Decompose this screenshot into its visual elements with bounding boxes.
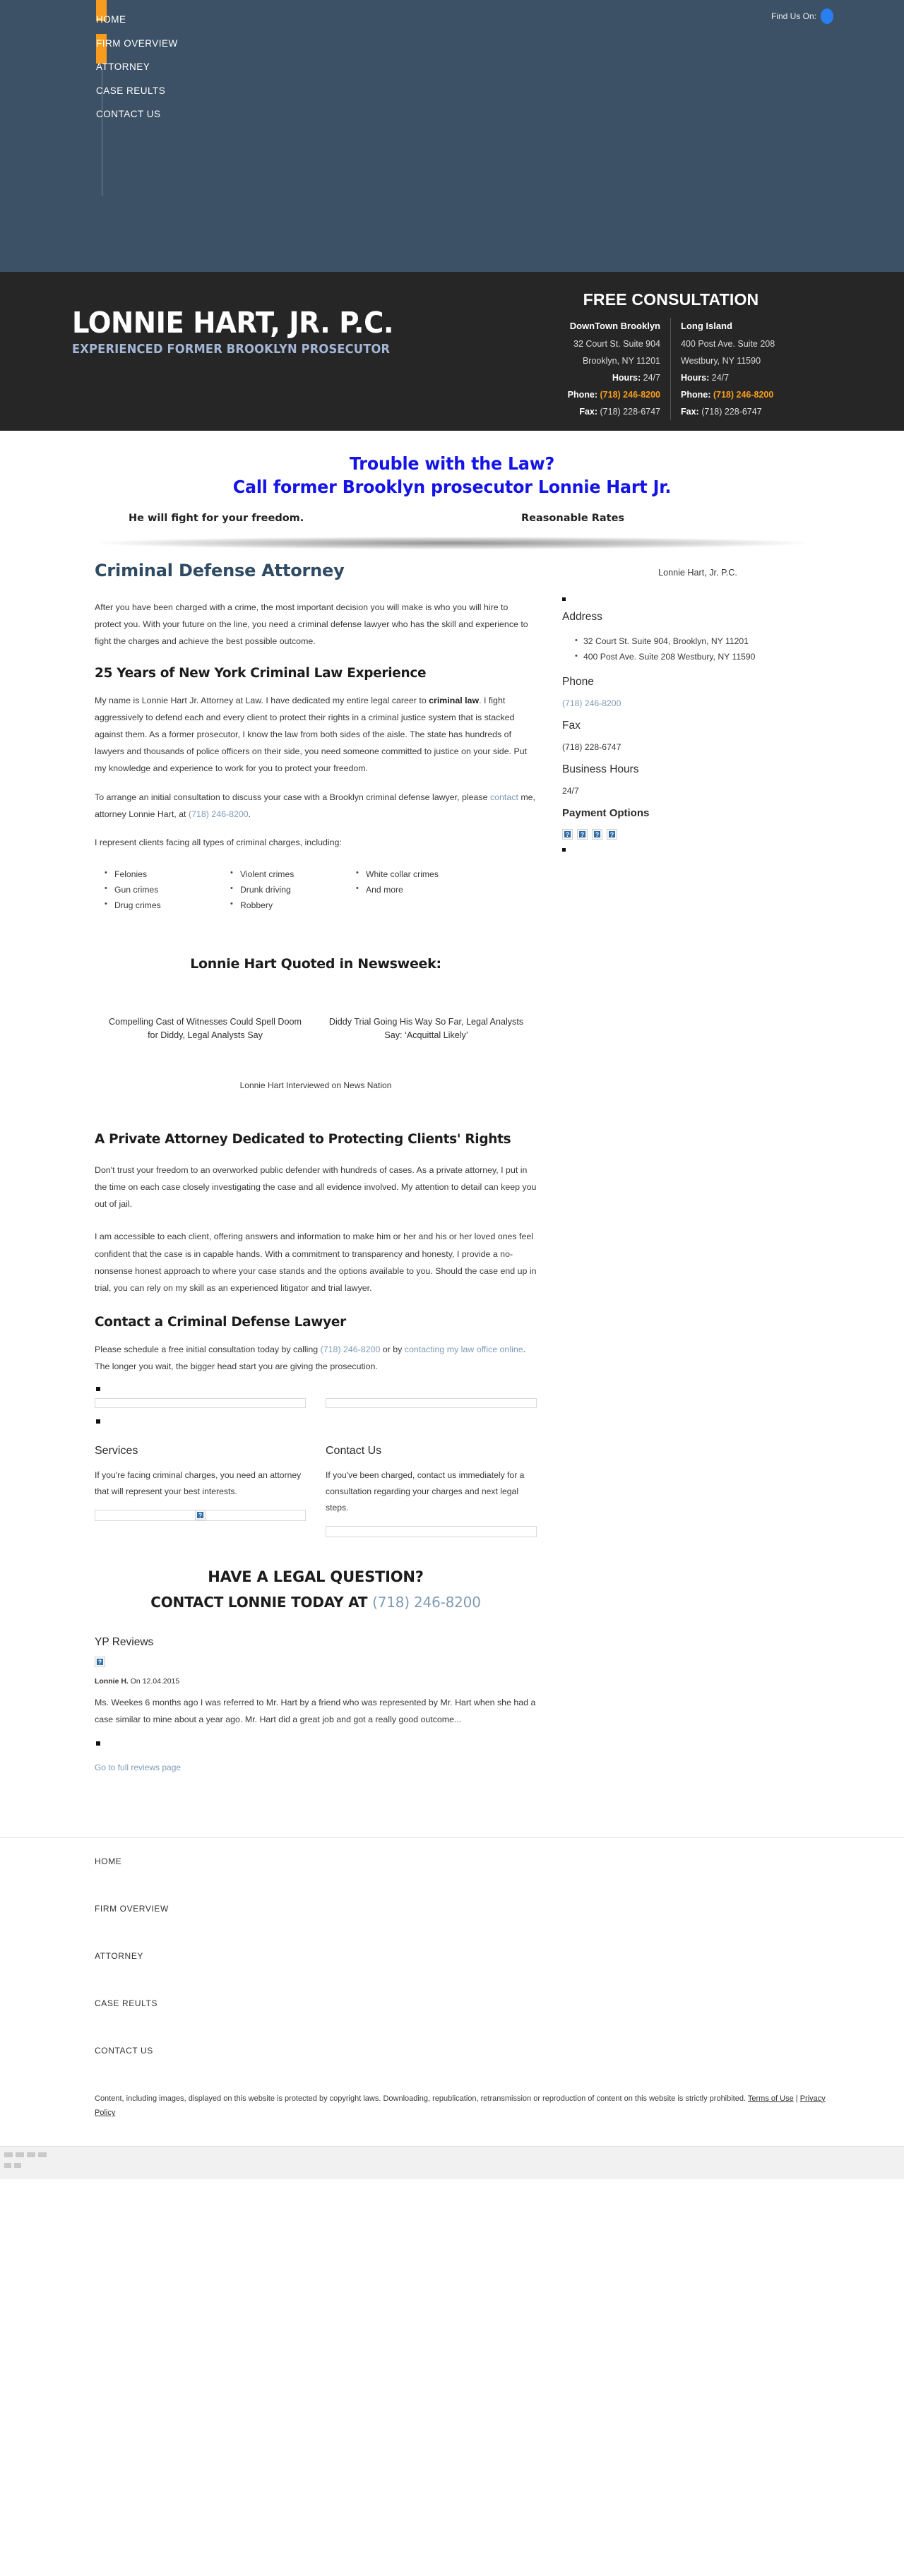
- review-meta: [95, 1677, 537, 1686]
- nav-link-home[interactable]: HOME: [96, 14, 126, 25]
- criminal-law-emphasis: criminal law: [429, 695, 480, 705]
- contact-text-c: . The longer you wait, the bigger head start you are giving the prosecution.: [95, 1344, 526, 1372]
- office-phone-label: Phone:: [681, 389, 711, 400]
- office-phone-link[interactable]: (718) 246-8200: [600, 389, 660, 400]
- nav-item-attorney[interactable]: [96, 61, 150, 73]
- sidebar-fax-heading: Fax: [562, 720, 581, 732]
- newsweek-article-link-2[interactable]: Diddy Trial Going His Way So Far, Legal Analysts Say: ‘Acquittal Likely’: [328, 1016, 524, 1040]
- hero-headline-line1: Trouble with the Law?: [349, 453, 555, 474]
- list-bullet-marker: [96, 1741, 100, 1746]
- hero-headline-line2: Call former Brooklyn prosecutor Lonnie Hart Jr.: [232, 477, 672, 497]
- office-street: 400 Post Ave. Suite 208: [681, 338, 775, 349]
- sidebar-phone-value: [562, 698, 833, 708]
- footer-nav-list: [95, 1838, 833, 2075]
- privacy-policy-link[interactable]: Privacy Policy: [95, 2094, 826, 2118]
- office-city: Brooklyn, NY 11201: [582, 355, 660, 366]
- office-fax-row: [509, 403, 660, 420]
- sidebar-business-name: Lonnie Hart, Jr. P.C.: [658, 568, 737, 578]
- newsweek-links-row: [95, 1015, 537, 1042]
- newsweek-item: [95, 1015, 316, 1042]
- office-hours-label: Hours:: [681, 372, 710, 383]
- legal-question-cta: [95, 1568, 537, 1611]
- nav-link-contact-us[interactable]: CONTACT US: [96, 109, 161, 119]
- footer-link-attorney[interactable]: ATTORNEY: [95, 1951, 144, 1961]
- hero-sub-right: Reasonable Rates: [521, 513, 625, 524]
- nav-item-home[interactable]: [96, 13, 126, 26]
- footer-nav-item-case-results[interactable]: [95, 1980, 833, 2027]
- logo-tagline: EXPERIENCED FORMER BROOKLYN PROSECUTOR: [72, 342, 391, 357]
- contact-lawyer-heading: Contact a Criminal Defense Lawyer: [95, 1315, 346, 1330]
- charge-column-1: [105, 866, 230, 914]
- nav-item-firm-overview[interactable]: [96, 37, 178, 50]
- office-street: 32 Court St. Suite 904: [573, 338, 660, 349]
- sidebar-payment-heading: Payment Options: [562, 807, 650, 820]
- content-wrapper: [71, 549, 833, 1774]
- consult-text-a: To arrange an initial consultation to discuss your case with a Brooklyn criminal defense lawyer, please: [95, 792, 490, 802]
- private-attorney-heading: A Private Attorney Dedicated to Protecting Clients' Rights: [95, 1131, 511, 1147]
- contact-box-footer-bar[interactable]: [326, 1526, 537, 1537]
- copyright-text: Content, including images, displayed on this website is protected by copyright laws. Downloading, republication, retransmission or reproduction of content on this website is strictly prohibited.: [95, 2094, 748, 2103]
- bottom-bar-block: [38, 2152, 47, 2157]
- office-long-island: [671, 318, 833, 420]
- yp-reviews-section: [95, 1636, 537, 1773]
- office-hours-label: Hours:: [612, 372, 641, 383]
- list-item: • Robbery: [230, 898, 356, 913]
- find-us-label: Find Us On:: [771, 11, 816, 21]
- list-item: • 400 Post Ave. Suite 208 Westbury, NY 11590: [575, 649, 833, 664]
- bottom-bar-row-1: [4, 2152, 904, 2157]
- office-phone-link[interactable]: (718) 246-8200: [713, 389, 774, 400]
- sidebar-phone-heading: Phone: [562, 676, 594, 688]
- contact-online-link[interactable]: contacting my law office online: [404, 1344, 523, 1355]
- charge-types-list: [95, 866, 537, 914]
- footer-link-firm-overview[interactable]: FIRM OVERVIEW: [95, 1904, 169, 1914]
- newsweek-heading: Lonnie Hart Quoted in Newsweek:: [190, 955, 441, 972]
- office-fax-label: Fax:: [579, 406, 598, 417]
- experience-heading: 25 Years of New York Criminal Law Experience: [95, 665, 427, 681]
- legal-question-line2: [95, 1594, 537, 1611]
- office-hours-row: [681, 369, 833, 386]
- yp-logo-broken-image-icon: ?: [95, 1657, 105, 1667]
- office-fax-label: Fax:: [681, 406, 699, 417]
- free-consultation-title: FREE CONSULTATION: [583, 290, 759, 309]
- experience-text-a: My name is Lonnie Hart Jr. Attorney at Law. I have dedicated my entire legal career to: [95, 695, 429, 705]
- list-item: • Gun crimes: [105, 882, 230, 898]
- promo-bar-left-wrap: [95, 1398, 306, 1408]
- terms-of-use-link[interactable]: Terms of Use: [747, 2094, 794, 2103]
- bottom-bar-block: [14, 2163, 21, 2168]
- review-date: On 12.04.2015: [130, 1677, 180, 1686]
- legal-question-text: CONTACT LONNIE TODAY AT: [150, 1594, 373, 1611]
- office-brooklyn: [509, 318, 671, 420]
- site-footer: [0, 1837, 904, 2180]
- hero-sub-left: He will fight for your freedom.: [129, 513, 304, 524]
- office-name: Long Island: [681, 321, 732, 331]
- legal-question-line1: HAVE A LEGAL QUESTION?: [208, 1568, 424, 1586]
- bottom-bar-block: [4, 2163, 11, 2168]
- consultation-paragraph: [95, 789, 537, 823]
- services-box-title: Services: [95, 1444, 138, 1457]
- list-item: • White collar crimes: [356, 866, 482, 882]
- sidebar-address-heading: Address: [562, 611, 602, 623]
- services-box-text: If you're facing criminal charges, you need an attorney that will represent your best interests.: [95, 1469, 302, 1496]
- nav-item-contact-us[interactable]: [96, 108, 161, 121]
- office-fax-row: [681, 403, 833, 420]
- sidebar-address-list: [562, 633, 833, 664]
- bottom-status-bar: [0, 2146, 904, 2179]
- promo-bar-left[interactable]: [95, 1398, 306, 1408]
- contact-inline-link[interactable]: contact: [489, 792, 518, 802]
- main-column: [71, 561, 537, 1774]
- nav-link-case-results[interactable]: CASE REULTS: [96, 85, 166, 96]
- office-phone-row: [509, 386, 660, 403]
- full-reviews-link[interactable]: Go to full reviews page: [95, 1762, 182, 1772]
- services-contact-boxes: [95, 1431, 537, 1538]
- footer-nav-item-home[interactable]: [95, 1838, 833, 1885]
- sidebar: [537, 561, 833, 1774]
- office-hours-value: 24/7: [643, 372, 660, 383]
- bottom-bar-block: [4, 2152, 13, 2157]
- hero-shadow-divider: [99, 537, 805, 549]
- contact-text-a: Please schedule a free initial consultation today by calling: [95, 1344, 321, 1355]
- office-fax-value: (718) 228-6747: [600, 406, 660, 417]
- list-item: • And more: [356, 882, 482, 898]
- sidebar-phone-link[interactable]: (718) 246-8200: [562, 698, 622, 709]
- footer-link-case-results[interactable]: CASE REULTS: [95, 1998, 158, 2008]
- hero-section: [0, 431, 904, 549]
- sidebar-hours-heading: Business Hours: [562, 763, 639, 776]
- reviews-title: YP Reviews: [95, 1636, 154, 1649]
- review-author: Lonnie H.: [95, 1677, 129, 1686]
- promo-bar-right[interactable]: [326, 1398, 537, 1408]
- legal-question-phone-link[interactable]: (718) 246-8200: [372, 1594, 481, 1611]
- sidebar-bullet-marker: [562, 597, 566, 601]
- footer-nav-item-firm-overview[interactable]: [95, 1885, 833, 1933]
- services-box: [95, 1431, 306, 1538]
- office-city: Westbury, NY 11590: [681, 355, 761, 366]
- intro-paragraph: After you have been charged with a crime, the most important decision you will make is who you will hire to protect you. With your future on the line, you need a criminal defense lawyer who has the skill and experience to fight the charges and achieve the best possible outcome.: [95, 602, 528, 647]
- review-text: Ms. Weekes 6 months ago I was referred to Mr. Hart by a friend who was represented by Mr. Hart when she had a case similar to mine about a year ago. Mr. Hart did a great job and got a really good outcome...: [95, 1698, 536, 1725]
- office-phone-row: [681, 386, 833, 403]
- experience-paragraph: [95, 692, 537, 777]
- list-item: • Felonies: [105, 866, 230, 882]
- office-name: DownTown Brooklyn: [569, 321, 660, 331]
- list-item: • 32 Court St. Suite 904, Brooklyn, NY 11201: [575, 633, 833, 649]
- hero-headline: [23, 452, 881, 499]
- charge-column-2: [230, 866, 356, 914]
- nav-item-case-results[interactable]: [96, 85, 165, 97]
- newsweek-item: [316, 1015, 537, 1042]
- list-bullet-marker: [96, 1419, 100, 1424]
- list-bullet-marker: [96, 1387, 100, 1391]
- consult-text-c: .: [248, 809, 251, 819]
- footer-separator: |: [793, 2094, 800, 2103]
- footer-link-contact-us[interactable]: CONTACT US: [95, 2046, 153, 2056]
- free-consultation-block: [509, 286, 833, 420]
- promo-bars-row: [95, 1398, 537, 1408]
- bottom-bar-row-2: [4, 2163, 904, 2168]
- private-attorney-paragraph-2: I am accessible to each client, offering answers and information to make him or her and his or her loved ones feel confident that the case is in capable hands. With a commitment to transparency and honesty, I provide a no-nonsense honest approach to where your case stands and the options available to you. Should the case end up in trial, you can rely on my skill as an experienced litigator and trial lawyer.: [95, 1232, 537, 1294]
- contact-phone-link[interactable]: (718) 246-8200: [320, 1344, 381, 1355]
- top-navigation-bar: [0, 0, 904, 272]
- site-logo[interactable]: [71, 286, 414, 357]
- sidebar-fax-value: (718) 228-6747: [562, 742, 622, 753]
- contact-lawyer-paragraph: [95, 1341, 537, 1375]
- office-hours-row: [509, 369, 660, 386]
- payment-icon-2: ?: [577, 829, 588, 840]
- bottom-bar-block: [27, 2152, 35, 2157]
- list-item: • Violent crimes: [230, 866, 356, 882]
- private-attorney-paragraph-1: Don't trust your freedom to an overworked public defender with hundreds of cases. As a private attorney, I put in the time on each case closely investigating the case and all evidence involved. My attention to detail can keep you out of jail.: [95, 1164, 537, 1210]
- facebook-icon[interactable]: [821, 8, 833, 24]
- logo-firm-name: LONNIE HART, JR. P.C.: [72, 306, 394, 340]
- copyright-notice: [95, 2075, 833, 2147]
- office-fax-value: (718) 228-6747: [701, 406, 762, 417]
- footer-link-home[interactable]: HOME: [95, 1856, 122, 1866]
- footer-nav-item-attorney[interactable]: [95, 1933, 833, 1980]
- consult-text-b: me, attorney Lonnie Hart, at: [95, 792, 535, 819]
- charge-column-3: [356, 866, 482, 914]
- experience-text-b: . I fight aggressively to defend each and every client to protect their rights in a criminal justice system that is stacked against them. As a former prosecutor, I know the law from both sides of the aisle. The state has hundreds of lawyers and thousands of police officers on their side, you need someone committed to justice on your side. Put my knowledge and experience to work for you to protect your freedom.: [95, 695, 528, 774]
- services-box-footer-bar[interactable]: [95, 1510, 306, 1521]
- nav-link-attorney[interactable]: ATTORNEY: [96, 61, 150, 72]
- find-us-on-block: [771, 8, 833, 24]
- charges-intro: I represent clients facing all types of criminal charges, including:: [95, 837, 342, 847]
- list-item: • Drunk driving: [230, 882, 356, 898]
- sidebar-hours-value: 24/7: [562, 786, 579, 797]
- site-header: [0, 272, 904, 431]
- contact-text-b: or by: [380, 1344, 405, 1355]
- news-nation-caption: Lonnie Hart Interviewed on News Nation: [239, 1080, 392, 1090]
- contact-box-text: If you've been charged, contact us immediately for a consultation regarding your charges and next legal steps.: [326, 1469, 525, 1513]
- nav-link-firm-overview[interactable]: FIRM OVERVIEW: [96, 38, 178, 49]
- payment-icon-1: ?: [562, 829, 573, 840]
- bottom-bar-block: [16, 2152, 24, 2157]
- promo-bar-right-wrap: [326, 1398, 537, 1408]
- payment-icon-3: ?: [592, 829, 602, 840]
- list-item: • Drug crimes: [105, 898, 230, 913]
- newsweek-article-link-1[interactable]: Compelling Cast of Witnesses Could Spell Doom for Diddy, Legal Analysts Say: [109, 1016, 302, 1040]
- consult-phone-link[interactable]: (718) 246-8200: [188, 809, 249, 819]
- sidebar-bullet-marker: [562, 848, 566, 852]
- sidebar-payment-icons: [562, 829, 833, 840]
- contact-box-title: Contact Us: [326, 1444, 382, 1457]
- footer-nav-item-contact-us[interactable]: [95, 2027, 833, 2075]
- office-phone-label: Phone:: [567, 389, 598, 400]
- page-title: Criminal Defense Attorney: [95, 561, 345, 580]
- contact-us-box: [326, 1431, 537, 1538]
- office-hours-value: 24/7: [711, 372, 730, 383]
- payment-icon-4: ?: [607, 829, 617, 840]
- broken-image-icon: ?: [195, 1510, 206, 1520]
